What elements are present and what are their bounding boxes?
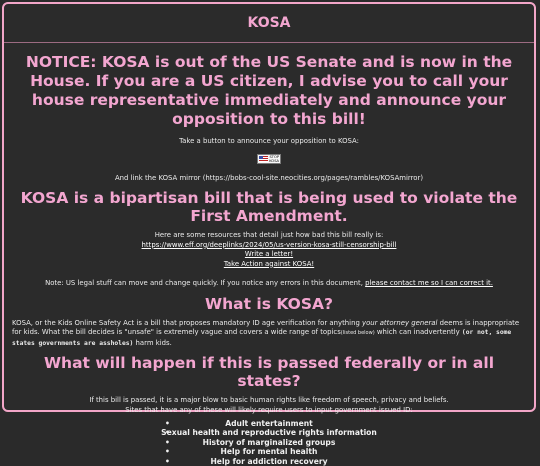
para-emphasis: your attorney general — [362, 318, 438, 327]
list-item: • Sexual health and reproductive rights information — [12, 428, 526, 437]
consequences-line-1: If this bill is passed, it is a major blow to basic human rights like freedom of speech, privacy and beliefs. — [89, 396, 449, 404]
topics-list — [12, 419, 526, 466]
legal-note — [12, 279, 526, 289]
para-text-3: which can inadvertently — [374, 328, 462, 336]
main-content — [4, 43, 534, 466]
stop-kosa-badge[interactable] — [257, 154, 281, 164]
page-frame — [2, 2, 536, 466]
section-bipartisan-title: KOSA is a bipartisan bill that is being used to violate the First Amendment. — [20, 189, 518, 225]
resources-intro: Here are some resources that detail just how bad this bill really is: — [154, 231, 384, 239]
badge-row — [12, 149, 526, 168]
write-letter-link[interactable]: Write a letter! — [244, 250, 294, 258]
note-text: Note: US legal stuff can move and change quickly. If you notice any errors in this document, — [45, 279, 366, 287]
badge-line2: KOSA — [269, 159, 279, 163]
para-aside: (or not, some states governments are assholes) — [12, 329, 512, 347]
eff-link[interactable]: https://www.eff.org/deeplinks/2024/05/us-version-kosa-still-censorship-bill — [141, 240, 397, 249]
contact-link[interactable]: please contact me so I can correct it. — [365, 279, 493, 287]
list-item: • Help for mental health — [12, 447, 526, 456]
section-what-will-happen-title: What will happen if this is passed federally or in all states? — [43, 354, 495, 390]
header-bar — [4, 4, 534, 43]
take-action-link[interactable]: Take Action against KOSA! — [223, 259, 315, 268]
para-text-1: KOSA, or the Kids Online Safety Act is a bill that proposes mandatory ID age verification for anything — [12, 318, 363, 327]
mirror-text: And link the KOSA mirror (https://bobs-cool-site.neocities.org/pages/rambles/KOSAmirror) — [114, 173, 424, 182]
para-text-2: deems is inappropriate for kids. What the bill decides is "unsafe" is extremely vague and covers a wide range of topics — [12, 318, 520, 336]
button-prompt: Take a button to announce your opposition to KOSA: — [179, 137, 359, 145]
para-text-4: harm kids. — [133, 338, 172, 347]
notice-heading: NOTICE: KOSA is out of the US Senate and is now in the House. If you are a US citizen, I advise you to call your house representative immediately and announce your opposition to this bill! — [25, 53, 513, 128]
us-flag-icon — [259, 156, 268, 162]
list-item: • Adult entertainment — [12, 419, 526, 428]
list-item: • Help for addiction recovery — [12, 457, 526, 466]
section-what-is-kosa-title: What is KOSA? — [205, 294, 333, 313]
para-small-note: (listed below) — [340, 330, 375, 336]
page-title: KOSA — [247, 15, 291, 31]
list-item: • History of marginalized groups — [12, 438, 526, 447]
badge-line1: STOP — [269, 155, 279, 159]
what-is-kosa-paragraph — [12, 319, 526, 349]
consequences-line-2: Sites that have any of these will likely require users to input government issued ID: — [125, 405, 413, 414]
